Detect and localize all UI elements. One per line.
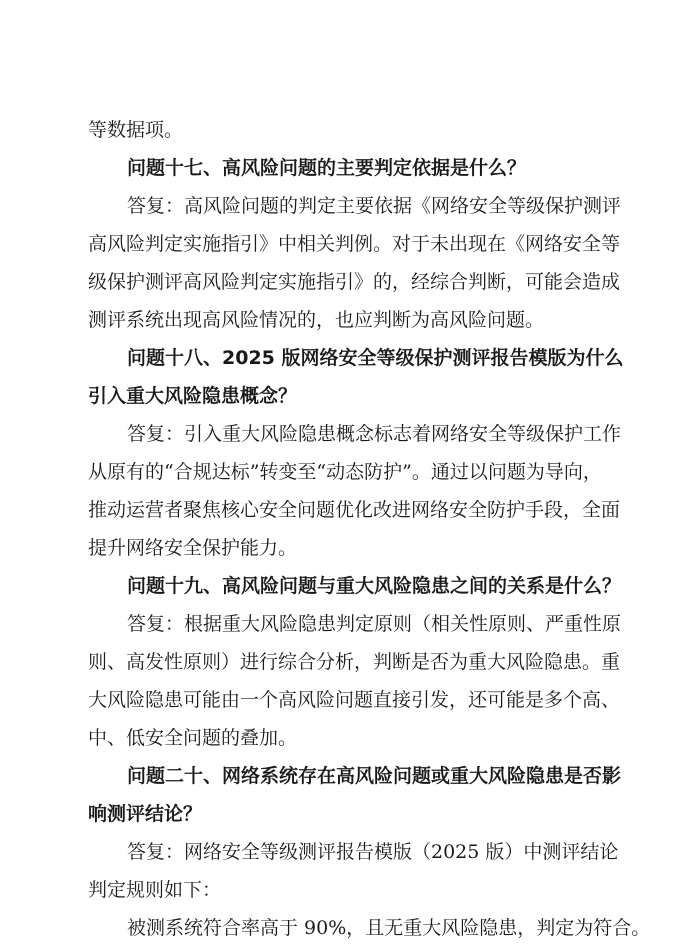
paragraph-line: 等数据项。 — [88, 119, 184, 141]
answer-18-line: 推动运营者聚焦核心安全问题优化改进网络安全防护手段，全面 — [88, 499, 621, 521]
answer-19-line: 则、高发性原则）进行综合分析，判断是否为重大风险隐患。重 — [88, 651, 621, 673]
question-20-heading: 响测评结论？ — [88, 803, 203, 825]
answer-20-line: 被测系统符合率高于 90%，且无重大风险隐患，判定为符合。 — [127, 917, 651, 939]
answer-20-line: 判定规则如下： — [88, 879, 222, 901]
question-18-heading: 引入重大风险隐患概念？ — [88, 385, 298, 407]
answer-19-line: 答复：根据重大风险隐患判定原则（相关性原则、严重性原 — [127, 613, 622, 635]
answer-20-line: 答复：网络安全等级测评报告模版（2025 版）中测评结论 — [127, 841, 619, 863]
answer-19-line: 大风险隐患可能由一个高风险问题直接引发，还可能是多个高、 — [88, 689, 621, 711]
question-18-heading: 问题十八、2025 版网络安全等级保护测评报告模版为什么 — [127, 347, 624, 369]
answer-17-line: 级保护测评高风险判定实施指引》的，经综合判断，可能会造成 — [88, 271, 621, 293]
answer-18-line: 从原有的“合规达标”转变至“动态防护”。通过以问题为导向， — [88, 461, 602, 483]
answer-17-line: 测评系统出现高风险情况的，也应判断为高风险问题。 — [88, 309, 545, 331]
question-19-heading: 问题十九、高风险问题与重大风险隐患之间的关系是什么？ — [127, 575, 622, 597]
answer-18-line: 提升网络安全保护能力。 — [88, 537, 298, 559]
answer-18-line: 答复：引入重大风险隐患概念标志着网络安全等级保护工作 — [127, 423, 622, 445]
answer-19-line: 中、低安全问题的叠加。 — [88, 727, 298, 749]
answer-17-line: 答复：高风险问题的判定主要依据《网络安全等级保护测评 — [127, 195, 622, 217]
question-17-heading: 问题十七、高风险问题的主要判定依据是什么？ — [127, 157, 527, 179]
answer-17-line: 高风险判定实施指引》中相关判例。对于未出现在《网络安全等 — [88, 233, 621, 255]
question-20-heading: 问题二十、网络系统存在高风险问题或重大风险隐患是否影 — [127, 765, 622, 787]
